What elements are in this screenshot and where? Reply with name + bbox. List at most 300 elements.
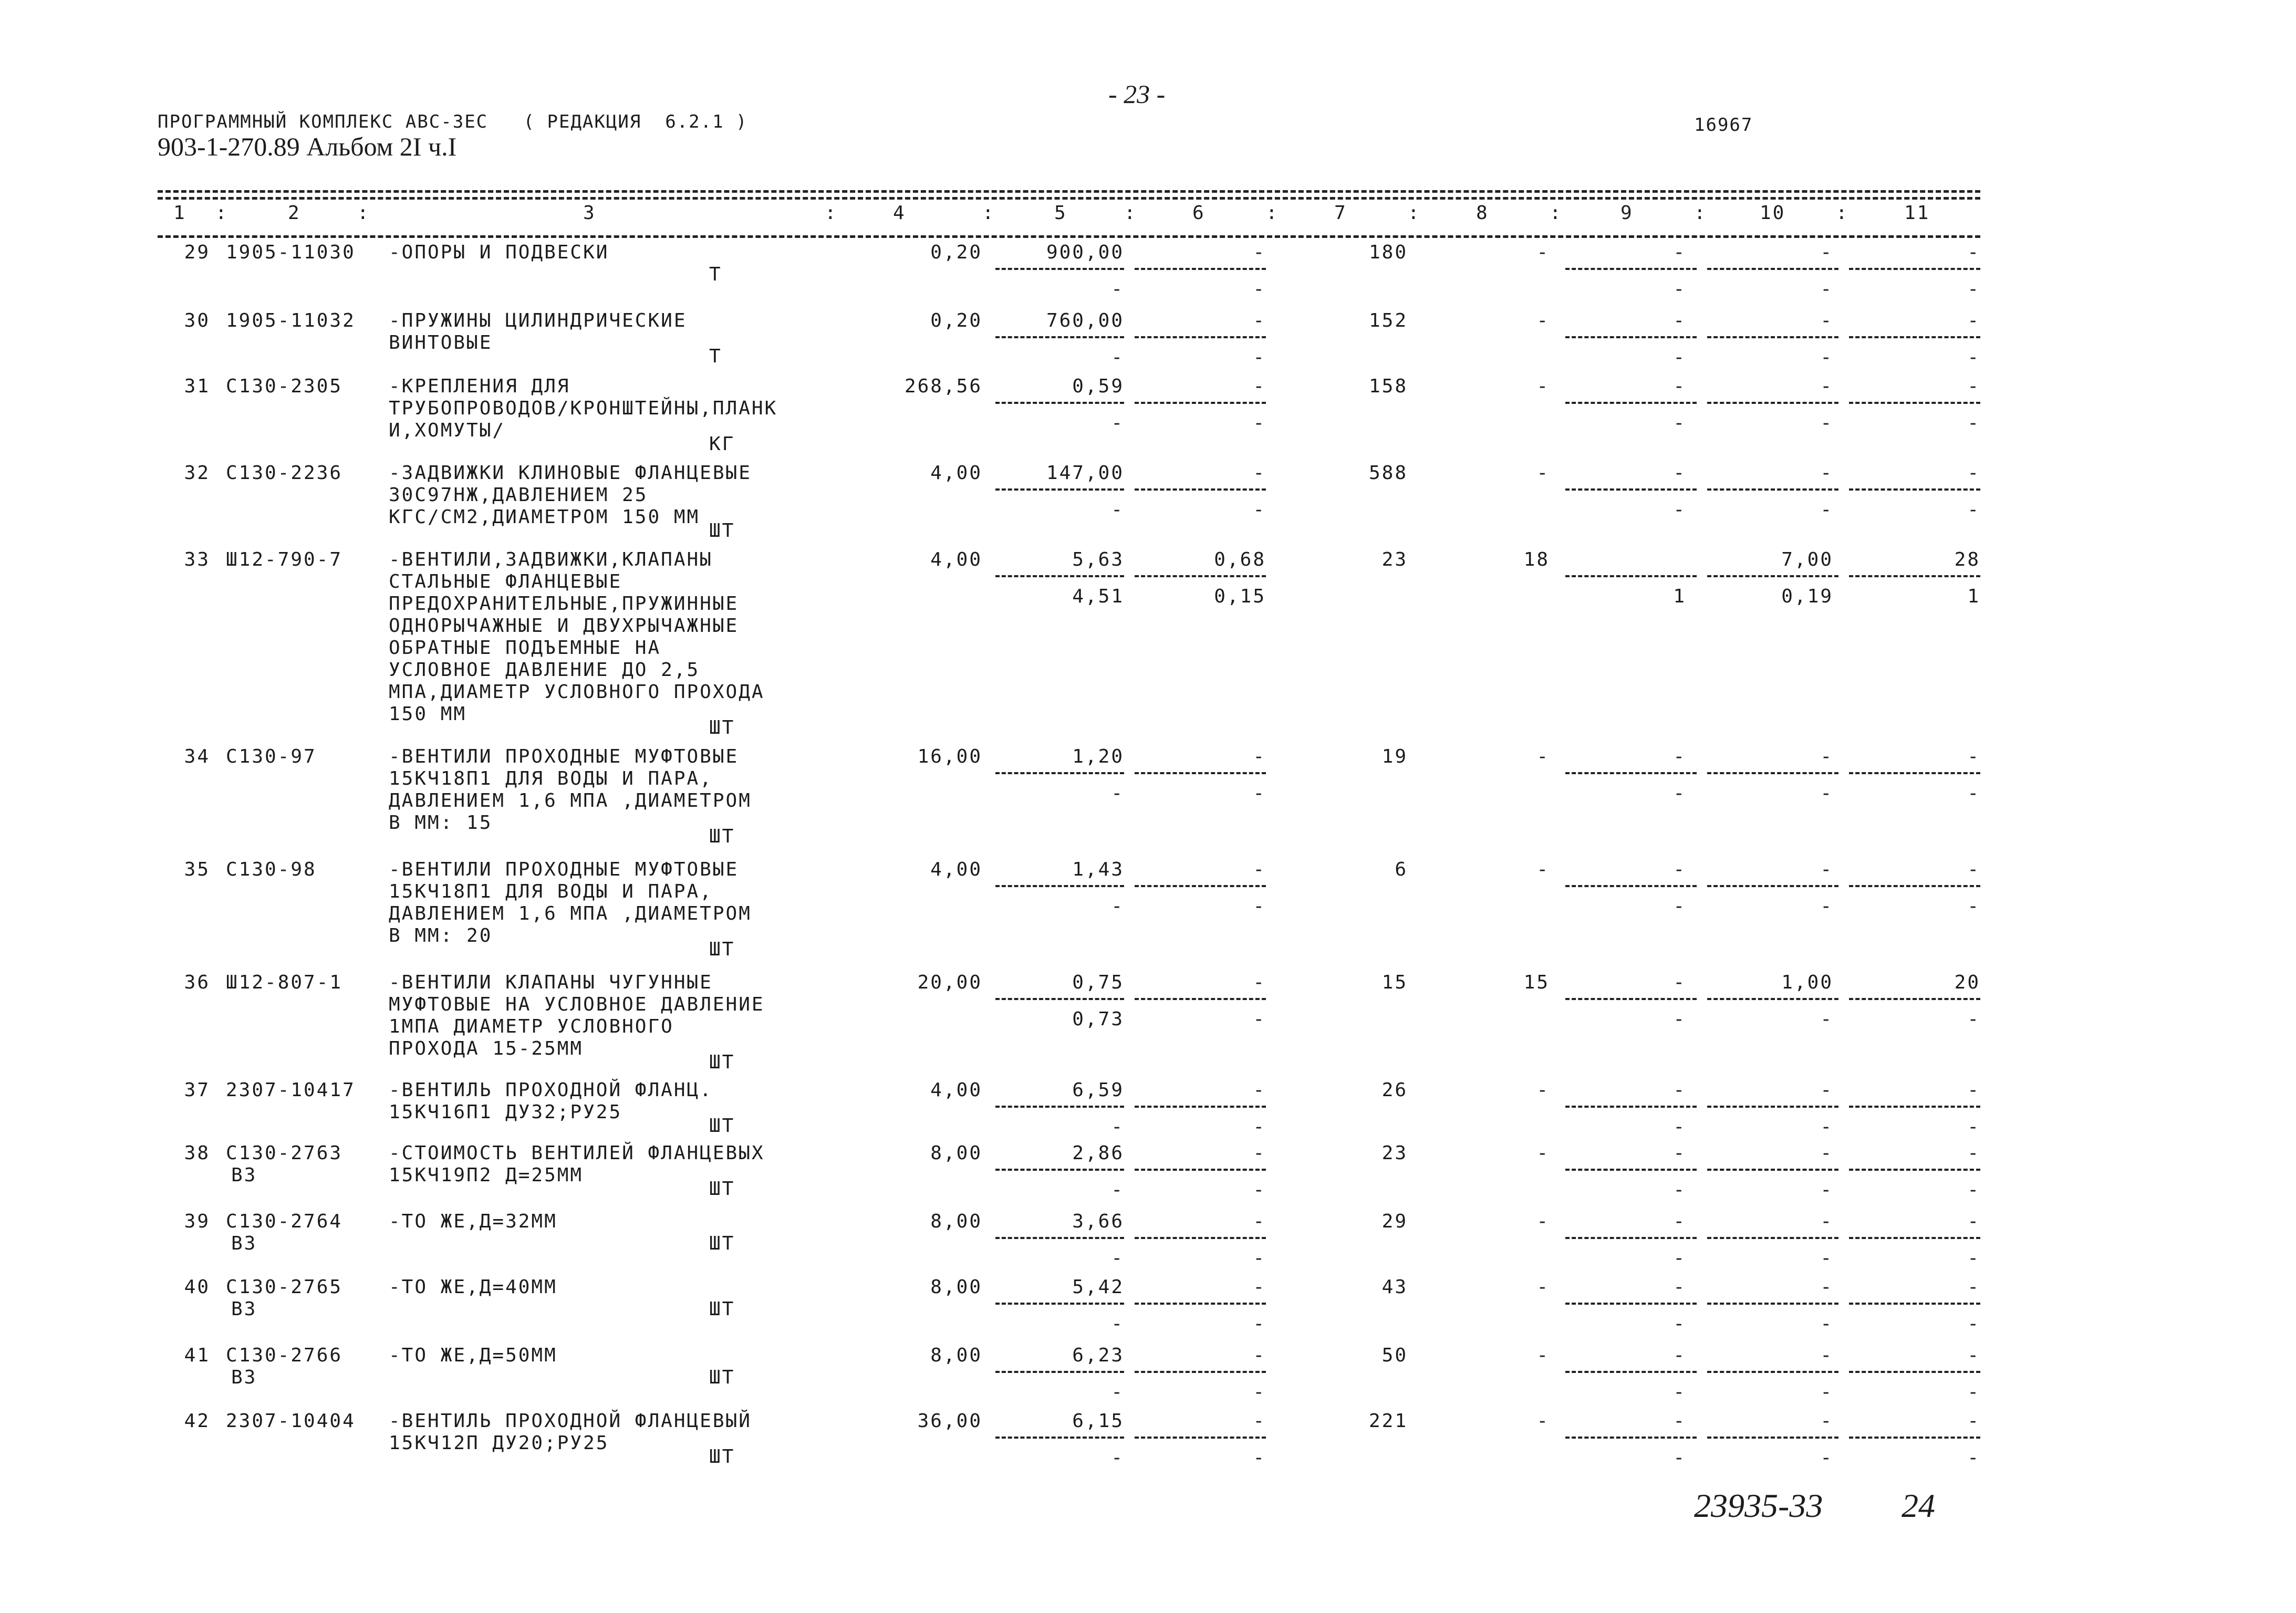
row-col9: - — [1673, 376, 1686, 397]
row-col9: - — [1673, 972, 1686, 993]
row-col9: - — [1673, 1142, 1686, 1164]
row-subtotal-rule — [1849, 336, 1980, 338]
row-code-suffix: В3 — [231, 1298, 257, 1320]
col-sep: : — [1266, 202, 1279, 224]
row-col6-sub: - — [1253, 1008, 1266, 1030]
row-subtotal-rule — [1849, 575, 1980, 577]
row-unit: ШТ — [709, 1115, 735, 1137]
row-col10: - — [1820, 1410, 1833, 1432]
row-quantity: 8,00 — [930, 1345, 982, 1366]
row-subtotal-rule — [1135, 575, 1266, 577]
row-subtotal-rule — [1849, 1437, 1980, 1439]
row-col11: - — [1967, 242, 1980, 263]
row-col11: - — [1967, 1079, 1980, 1101]
row-col11: 20 — [1954, 972, 1980, 993]
row-subtotal-rule — [1135, 1303, 1266, 1305]
row-code-suffix: В3 — [231, 1233, 257, 1254]
row-number: 33 — [184, 549, 210, 570]
row-subtotal-rule — [1135, 336, 1266, 338]
page-number: - 23 - — [1108, 79, 1166, 109]
row-description: -КРЕПЛЕНИЯ ДЛЯ ТРУБОПРОВОДОВ/КРОНШТЕЙНЫ,ПЛАНК И,ХОМУТЫ/ — [389, 376, 778, 441]
row-unit: ШТ — [709, 1446, 735, 1468]
row-code: Ш12-790-7 — [226, 549, 343, 570]
row-subtotal-rule — [995, 1106, 1124, 1108]
row-code: 2307-10404 — [226, 1410, 356, 1432]
row-description: -ОПОРЫ И ПОДВЕСКИ — [389, 242, 609, 263]
row-description: -ЗАДВИЖКИ КЛИНОВЫЕ ФЛАНЦЕВЫЕ 30С97НЖ,ДАВЛЕНИЕМ 25 КГС/СМ2,ДИАМЕТРОМ 150 ММ — [389, 462, 752, 528]
row-unit: ШТ — [709, 826, 735, 847]
row-col6: - — [1253, 462, 1266, 484]
row-price: 0,75 — [1072, 972, 1124, 993]
row-number: 35 — [184, 859, 210, 880]
row-unit: КГ — [709, 433, 735, 455]
row-subtotal-rule — [1135, 998, 1266, 1000]
row-price-sub: - — [1111, 1116, 1124, 1138]
row-col10-sub: 0,19 — [1781, 586, 1833, 607]
row-col9-sub: - — [1673, 1381, 1686, 1403]
row-code: С130-2763 — [226, 1142, 343, 1164]
row-unit: ШТ — [709, 1178, 735, 1200]
row-col9: - — [1673, 1345, 1686, 1366]
row-col6-sub: - — [1253, 1247, 1266, 1269]
row-col11: - — [1967, 1410, 1980, 1432]
row-col10: - — [1820, 1142, 1833, 1164]
row-col9: - — [1673, 1410, 1686, 1432]
row-subtotal-rule — [995, 1169, 1124, 1171]
row-description: -ВЕНТИЛЬ ПРОХОДНОЙ ФЛАНЦЕВЫЙ 15КЧ12П ДУ20;РУ25 — [389, 1410, 752, 1454]
col-9: 9 — [1620, 202, 1634, 224]
row-col8: - — [1536, 462, 1550, 484]
row-col6: - — [1253, 859, 1266, 880]
row-price: 0,59 — [1072, 376, 1124, 397]
row-subtotal-rule — [1707, 402, 1838, 404]
row-description: -ВЕНТИЛИ,ЗАДВИЖКИ,КЛАПАНЫ СТАЛЬНЫЕ ФЛАНЦЕВЫЕ ПРЕДОХРАНИТЕЛЬНЫЕ,ПРУЖИННЫЕ ОДНОРЫЧАЖНЫЕ И ДВУХРЫЧАЖНЫЕ ОБРАТНЫЕ ПОДЪЕМНЫЕ НА УСЛОВНОЕ ДАВЛЕНИЕ ДО 2,5 МПА,ДИАМЕТР УСЛОВНОГО ПРОХОДА 150 ММ — [389, 549, 765, 725]
row-subtotal-rule — [995, 1371, 1124, 1373]
col-sep: : — [1550, 202, 1563, 224]
row-subtotal-rule — [1565, 488, 1697, 491]
row-col11-sub: - — [1967, 783, 1980, 804]
row-code: С130-2764 — [226, 1211, 343, 1232]
row-code: 2307-10417 — [226, 1079, 356, 1101]
row-subtotal-rule — [1707, 1303, 1838, 1305]
row-col8: 15 — [1523, 972, 1550, 993]
row-col10-sub: - — [1820, 347, 1833, 368]
row-price-sub: - — [1111, 1247, 1124, 1269]
row-subtotal-rule — [1707, 1371, 1838, 1373]
row-quantity: 8,00 — [930, 1276, 982, 1298]
row-number: 38 — [184, 1142, 210, 1164]
row-description: -ПРУЖИНЫ ЦИЛИНДРИЧЕСКИЕ ВИНТОВЫЕ — [389, 310, 687, 353]
row-subtotal-rule — [1707, 488, 1838, 491]
row-unit: ШТ — [709, 939, 735, 960]
row-col10: - — [1820, 1345, 1833, 1366]
row-col6-sub: - — [1253, 783, 1266, 804]
row-description: -ТО ЖЕ,Д=50ММ — [389, 1345, 557, 1366]
row-col7: 158 — [1368, 376, 1408, 397]
row-col9-sub: - — [1673, 1247, 1686, 1269]
row-subtotal-rule — [1707, 268, 1838, 270]
row-subtotal-rule — [1565, 998, 1697, 1000]
row-col8: - — [1536, 859, 1550, 880]
row-number: 37 — [184, 1079, 210, 1101]
row-col9: - — [1673, 746, 1686, 767]
row-subtotal-rule — [1135, 402, 1266, 404]
row-price: 2,86 — [1072, 1142, 1124, 1164]
row-col10-sub: - — [1820, 499, 1833, 521]
row-subtotal-rule — [995, 1303, 1124, 1305]
row-col11: - — [1967, 1276, 1980, 1298]
row-col6-sub: - — [1253, 499, 1266, 521]
row-col9: - — [1673, 462, 1686, 484]
doc-number: 23935-33 — [1694, 1487, 1823, 1524]
row-quantity: 4,00 — [930, 1079, 982, 1101]
col-sep: : — [825, 202, 838, 224]
row-col11-sub: - — [1967, 412, 1980, 434]
row-col9-sub: - — [1673, 1116, 1686, 1138]
row-subtotal-rule — [995, 268, 1124, 270]
row-col10: - — [1820, 859, 1833, 880]
row-number: 32 — [184, 462, 210, 484]
row-col7: 6 — [1395, 859, 1408, 880]
program-line: ПРОГРАММНЫЙ КОМПЛЕКС АВС-ЗЕС ( РЕДАКЦИЯ 6.2.1 ) — [158, 111, 748, 132]
row-col11: - — [1967, 462, 1980, 484]
row-col7: 221 — [1368, 1410, 1408, 1432]
row-subtotal-rule — [1135, 488, 1266, 491]
row-subtotal-rule — [1565, 1303, 1697, 1305]
row-number: 39 — [184, 1211, 210, 1232]
row-price-sub: - — [1111, 412, 1124, 434]
row-col9: - — [1673, 859, 1686, 880]
row-price-sub: 4,51 — [1072, 586, 1124, 607]
row-price-sub: - — [1111, 1179, 1124, 1201]
row-col10: - — [1820, 1079, 1833, 1101]
row-code: С130-98 — [226, 859, 317, 880]
row-col6: - — [1253, 376, 1266, 397]
row-col9: - — [1673, 1276, 1686, 1298]
row-subtotal-rule — [1565, 1371, 1697, 1373]
row-price-sub: - — [1111, 347, 1124, 368]
row-quantity: 268,56 — [904, 376, 982, 397]
row-subtotal-rule — [1135, 268, 1266, 270]
row-col7: 50 — [1381, 1345, 1408, 1366]
row-col7: 43 — [1381, 1276, 1408, 1298]
row-col7: 26 — [1381, 1079, 1408, 1101]
row-col11: - — [1967, 1211, 1980, 1232]
row-subtotal-rule — [1849, 998, 1980, 1000]
col-sep: : — [1408, 202, 1421, 224]
row-unit: ШТ — [709, 1052, 735, 1073]
row-price: 6,59 — [1072, 1079, 1124, 1101]
row-subtotal-rule — [1565, 1169, 1697, 1171]
row-col7: 19 — [1381, 746, 1408, 767]
row-col10-sub: - — [1820, 1116, 1833, 1138]
row-col8: - — [1536, 1345, 1550, 1366]
row-quantity: 0,20 — [930, 310, 982, 331]
row-unit: ШТ — [709, 1233, 735, 1254]
row-col6: - — [1253, 1276, 1266, 1298]
row-description: -СТОИМОСТЬ ВЕНТИЛЕЙ ФЛАНЦЕВЫХ 15КЧ19П2 Д=25ММ — [389, 1142, 765, 1186]
col-1: 1 — [173, 202, 186, 224]
row-col10-sub: - — [1820, 412, 1833, 434]
row-subtotal-rule — [995, 575, 1124, 577]
row-number: 40 — [184, 1276, 210, 1298]
row-subtotal-rule — [1135, 1106, 1266, 1108]
row-col10-sub: - — [1820, 278, 1833, 300]
col-7: 7 — [1334, 202, 1347, 224]
col-8: 8 — [1476, 202, 1489, 224]
row-col6: - — [1253, 1410, 1266, 1432]
row-subtotal-rule — [995, 402, 1124, 404]
row-col7: 23 — [1381, 549, 1408, 570]
row-subtotal-rule — [1135, 1437, 1266, 1439]
row-col11-sub: - — [1967, 1447, 1980, 1469]
row-subtotal-rule — [1707, 1169, 1838, 1171]
row-code: 1905-11030 — [226, 242, 356, 263]
row-number: 42 — [184, 1410, 210, 1432]
row-subtotal-rule — [1565, 575, 1697, 577]
doc-code: 16967 — [1694, 115, 1753, 136]
header-rule-top — [158, 190, 1980, 193]
row-col11: - — [1967, 1345, 1980, 1366]
row-subtotal-rule — [995, 998, 1124, 1000]
col-sep: : — [1124, 202, 1137, 224]
row-col8: - — [1536, 746, 1550, 767]
row-col6-sub: - — [1253, 278, 1266, 300]
row-col9-sub: - — [1673, 412, 1686, 434]
row-description: -ВЕНТИЛИ КЛАПАНЫ ЧУГУННЫЕ МУФТОВЫЕ НА УСЛОВНОЕ ДАВЛЕНИЕ 1МПА ДИАМЕТР УСЛОВНОГО ПРОХОДА 15-25ММ — [389, 972, 765, 1059]
column-header-row — [0, 202, 2296, 224]
row-col11-sub: - — [1967, 1179, 1980, 1201]
row-subtotal-rule — [1565, 1106, 1697, 1108]
row-col10-sub: - — [1820, 1447, 1833, 1469]
col-sep: : — [1836, 202, 1849, 224]
row-col11-sub: - — [1967, 1008, 1980, 1030]
row-price: 147,00 — [1046, 462, 1124, 484]
col-sep: : — [982, 202, 995, 224]
row-price: 3,66 — [1072, 1211, 1124, 1232]
row-col6: - — [1253, 310, 1266, 331]
row-col6: - — [1253, 1079, 1266, 1101]
header-rule-mid — [158, 197, 1980, 200]
row-price: 1,20 — [1072, 746, 1124, 767]
row-col7: 23 — [1381, 1142, 1408, 1164]
row-subtotal-rule — [1849, 1237, 1980, 1239]
row-col8: - — [1536, 376, 1550, 397]
row-price-sub: - — [1111, 896, 1124, 917]
row-subtotal-rule — [1135, 885, 1266, 887]
row-col6: - — [1253, 746, 1266, 767]
row-col11: - — [1967, 1142, 1980, 1164]
row-code-suffix: В3 — [231, 1367, 257, 1388]
row-price: 900,00 — [1046, 242, 1124, 263]
row-col8: 18 — [1523, 549, 1550, 570]
row-col6-sub: 0,15 — [1214, 586, 1266, 607]
row-subtotal-rule — [995, 772, 1124, 774]
row-quantity: 36,00 — [917, 1410, 982, 1432]
col-10: 10 — [1760, 202, 1786, 224]
row-subtotal-rule — [1849, 268, 1980, 270]
row-subtotal-rule — [995, 336, 1124, 338]
row-quantity: 8,00 — [930, 1142, 982, 1164]
row-subtotal-rule — [995, 1237, 1124, 1239]
row-col8: - — [1536, 1410, 1550, 1432]
row-price: 5,63 — [1072, 549, 1124, 570]
row-col6-sub: - — [1253, 1116, 1266, 1138]
row-col9: - — [1673, 1079, 1686, 1101]
row-col9-sub: - — [1673, 1447, 1686, 1469]
row-col11-sub: - — [1967, 1381, 1980, 1403]
row-col7: 588 — [1368, 462, 1408, 484]
row-subtotal-rule — [995, 488, 1124, 491]
row-number: 30 — [184, 310, 210, 331]
row-col8: - — [1536, 1079, 1550, 1101]
row-subtotal-rule — [1707, 998, 1838, 1000]
row-col9-sub: - — [1673, 278, 1686, 300]
row-description: -ВЕНТИЛИ ПРОХОДНЫЕ МУФТОВЫЕ 15КЧ18П1 ДЛЯ ВОДЫ И ПАРА, ДАВЛЕНИЕМ 1,6 МПА ,ДИАМЕТРОМ В ММ: 20 — [389, 859, 752, 946]
row-col10-sub: - — [1820, 1313, 1833, 1335]
row-col6: 0,68 — [1214, 549, 1266, 570]
row-subtotal-rule — [1849, 1371, 1980, 1373]
row-col7: 152 — [1368, 310, 1408, 331]
row-description: -ТО ЖЕ,Д=40ММ — [389, 1276, 557, 1298]
row-price-sub: - — [1111, 278, 1124, 300]
col-11: 11 — [1904, 202, 1930, 224]
row-col11-sub: - — [1967, 278, 1980, 300]
row-subtotal-rule — [1565, 336, 1697, 338]
row-col11-sub: - — [1967, 1313, 1980, 1335]
row-col6-sub: - — [1253, 1381, 1266, 1403]
row-price-sub: 0,73 — [1072, 1008, 1124, 1030]
row-unit: ШТ — [709, 1298, 735, 1320]
row-quantity: 20,00 — [917, 972, 982, 993]
row-col10: - — [1820, 242, 1833, 263]
row-subtotal-rule — [1849, 1303, 1980, 1305]
row-col11-sub: - — [1967, 499, 1980, 521]
row-col10: - — [1820, 1276, 1833, 1298]
row-col10: 7,00 — [1781, 549, 1833, 570]
row-col6-sub: - — [1253, 896, 1266, 917]
row-number: 34 — [184, 746, 210, 767]
row-price: 760,00 — [1046, 310, 1124, 331]
row-col11: - — [1967, 376, 1980, 397]
row-col9-sub: - — [1673, 783, 1686, 804]
row-col6: - — [1253, 972, 1266, 993]
row-col6-sub: - — [1253, 1179, 1266, 1201]
col-5: 5 — [1054, 202, 1067, 224]
row-subtotal-rule — [1849, 1169, 1980, 1171]
row-subtotal-rule — [1707, 336, 1838, 338]
row-col10-sub: - — [1820, 1381, 1833, 1403]
row-price: 6,23 — [1072, 1345, 1124, 1366]
row-col10: 1,00 — [1781, 972, 1833, 993]
row-col11-sub: - — [1967, 1247, 1980, 1269]
row-col11: - — [1967, 859, 1980, 880]
row-number: 29 — [184, 242, 210, 263]
row-col7: 29 — [1381, 1211, 1408, 1232]
row-col10-sub: - — [1820, 896, 1833, 917]
row-col10: - — [1820, 310, 1833, 331]
row-price-sub: - — [1111, 499, 1124, 521]
row-price: 6,15 — [1072, 1410, 1124, 1432]
col-4: 4 — [893, 202, 906, 224]
row-col6: - — [1253, 242, 1266, 263]
row-subtotal-rule — [1849, 772, 1980, 774]
row-subtotal-rule — [1565, 268, 1697, 270]
row-col8: - — [1536, 1276, 1550, 1298]
row-col9-sub: - — [1673, 499, 1686, 521]
row-code-suffix: В3 — [231, 1164, 257, 1186]
row-col9-sub: - — [1673, 347, 1686, 368]
row-quantity: 8,00 — [930, 1211, 982, 1232]
row-col6-sub: - — [1253, 1313, 1266, 1335]
row-col9-sub: - — [1673, 1179, 1686, 1201]
row-description: -ВЕНТИЛИ ПРОХОДНЫЕ МУФТОВЫЕ 15КЧ18П1 ДЛЯ ВОДЫ И ПАРА, ДАВЛЕНИЕМ 1,6 МПА ,ДИАМЕТРОМ В ММ: 15 — [389, 746, 752, 834]
row-col8: - — [1536, 1211, 1550, 1232]
row-col11-sub: 1 — [1967, 586, 1980, 607]
row-unit: Т — [709, 346, 722, 367]
row-subtotal-rule — [1135, 1169, 1266, 1171]
row-number: 36 — [184, 972, 210, 993]
col-sep: : — [357, 202, 370, 224]
row-subtotal-rule — [1707, 1437, 1838, 1439]
row-subtotal-rule — [1565, 885, 1697, 887]
col-3: 3 — [583, 202, 596, 224]
row-price-sub: - — [1111, 783, 1124, 804]
row-number: 31 — [184, 376, 210, 397]
row-unit: ШТ — [709, 520, 735, 542]
row-price: 1,43 — [1072, 859, 1124, 880]
row-subtotal-rule — [1707, 885, 1838, 887]
row-quantity: 4,00 — [930, 859, 982, 880]
row-price-sub: - — [1111, 1381, 1124, 1403]
row-subtotal-rule — [1565, 1437, 1697, 1439]
row-code: Ш12-807-1 — [226, 972, 343, 993]
row-subtotal-rule — [1707, 772, 1838, 774]
row-col9: - — [1673, 1211, 1686, 1232]
row-col7: 180 — [1368, 242, 1408, 263]
row-col7: 15 — [1381, 972, 1408, 993]
row-description: -ТО ЖЕ,Д=32ММ — [389, 1211, 557, 1232]
row-code: С130-2305 — [226, 376, 343, 397]
row-col10: - — [1820, 462, 1833, 484]
row-code: С130-2765 — [226, 1276, 343, 1298]
col-2: 2 — [288, 202, 301, 224]
row-subtotal-rule — [1707, 1237, 1838, 1239]
row-col6: - — [1253, 1211, 1266, 1232]
row-subtotal-rule — [1849, 1106, 1980, 1108]
header-rule-bottom — [158, 235, 1980, 238]
row-col6: - — [1253, 1142, 1266, 1164]
row-unit: ШТ — [709, 717, 735, 738]
row-col8: - — [1536, 242, 1550, 263]
row-col10: - — [1820, 1211, 1833, 1232]
row-subtotal-rule — [1565, 402, 1697, 404]
row-subtotal-rule — [995, 1437, 1124, 1439]
row-subtotal-rule — [1707, 1106, 1838, 1108]
row-col11-sub: - — [1967, 1116, 1980, 1138]
row-code: С130-2766 — [226, 1345, 343, 1366]
row-col11: 28 — [1954, 549, 1980, 570]
row-price-sub: - — [1111, 1313, 1124, 1335]
row-price: 5,42 — [1072, 1276, 1124, 1298]
row-col10: - — [1820, 376, 1833, 397]
col-6: 6 — [1192, 202, 1206, 224]
col-sep: : — [1694, 202, 1707, 224]
row-description: -ВЕНТИЛЬ ПРОХОДНОЙ ФЛАНЦ. 15КЧ16П1 ДУ32;РУ25 — [389, 1079, 713, 1123]
row-code: 1905-11032 — [226, 310, 356, 331]
row-col9-sub: - — [1673, 1008, 1686, 1030]
row-subtotal-rule — [1849, 885, 1980, 887]
